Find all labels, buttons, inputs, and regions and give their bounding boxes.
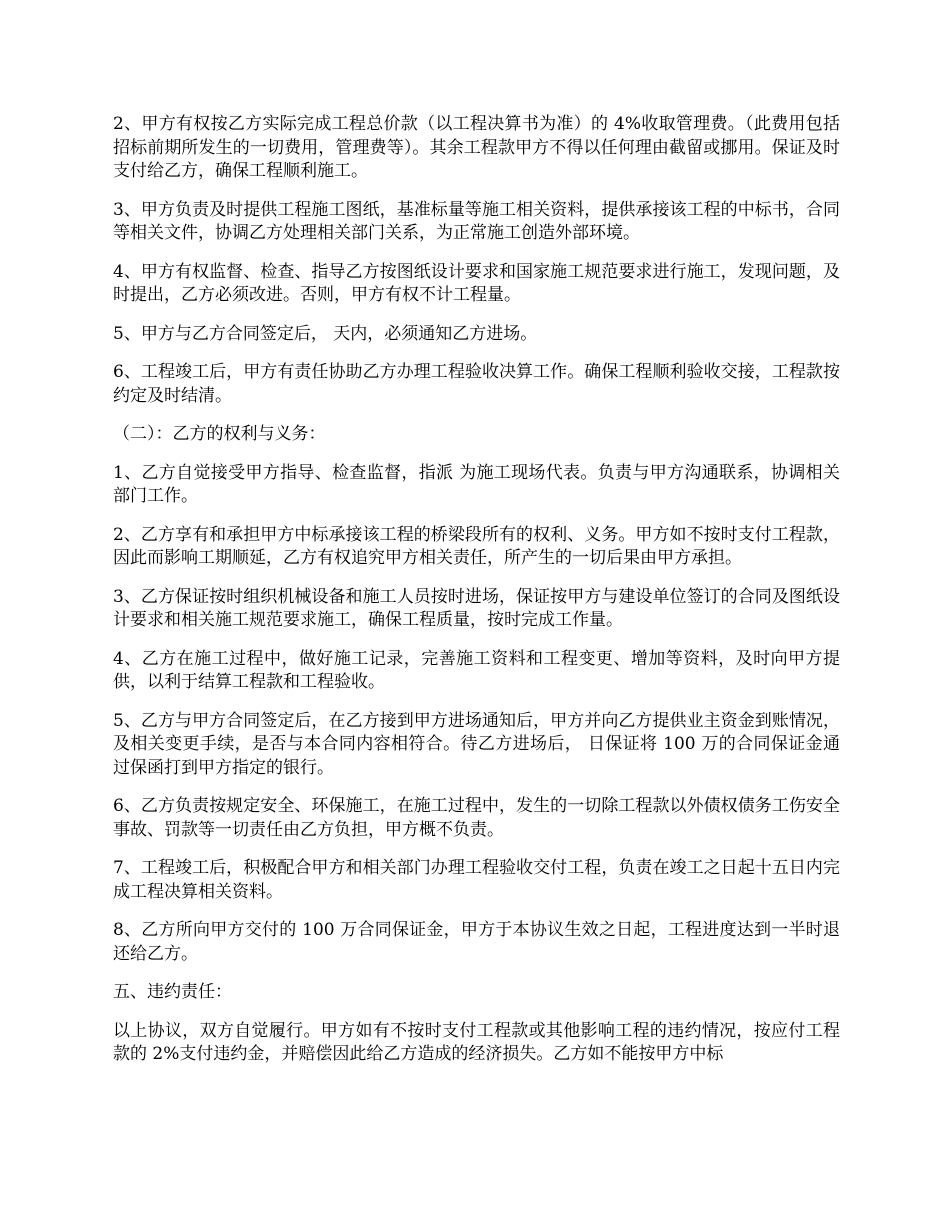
paragraph-party-b-equipment: 3、乙方保证按时组织机械设备和施工人员按时进场，保证按甲方与建设单位签订的合同及图纸设计要求和相关施工规范要求施工，确保工程质量，按时完成工作量。 xyxy=(113,586,840,630)
section-heading-liability: 五、违约责任： xyxy=(113,982,232,1002)
paragraph-party-a-drawings: 3、甲方负责及时提供工程施工图纸，基准标量等施工相关资料，提供承接该工程的中标书，合同等相关文件，协调乙方处理相关部门关系，为正常施工创造外部环境。 xyxy=(113,199,840,243)
paragraph-party-b-records: 4、乙方在施工过程中，做好施工记录，完善施工资料和工程变更、增加等资料，及时向甲方提供，以利于结算工程款和工程验收。 xyxy=(113,648,840,692)
paragraph-party-b-rights: 2、乙方享有和承担甲方中标承接该工程的桥梁段所有的权利、义务。甲方如不按时支付工程款，因此而影响工期顺延，乙方有权追究甲方相关责任，所产生的一切后果由甲方承担。 xyxy=(113,524,840,568)
paragraph-party-b-deposit-refund: 8、乙方所向甲方交付的 100 万合同保证金，甲方于本协议生效之日起，工程进度达到一半时退还给乙方。 xyxy=(113,920,840,964)
document-body xyxy=(113,113,840,1082)
paragraph-party-a-management-fee: 2、甲方有权按乙方实际完成工程总价款（以工程决算书为准）的 4%收取管理费。（此费用包括招标前期所发生的一切费用，管理费等）。其余工程款甲方不得以任何理由截留或挪用。保证及时支付给乙方，确保工程顺利施工。 xyxy=(113,114,840,181)
paragraph-party-a-supervision: 4、甲方有权监督、检查、指导乙方按图纸设计要求和国家施工规范要求进行施工，发现问题，及时提出，乙方必须改进。否则，甲方有权不计工程量。 xyxy=(113,261,840,305)
paragraph-party-b-safety: 6、乙方负责按规定安全、环保施工，在施工过程中，发生的一切除工程款以外债权债务工伤安全事故、罚款等一切责任由乙方负担，甲方概不负责。 xyxy=(113,796,840,840)
paragraph-party-a-entry-notice: 5、甲方与乙方合同签定后， 天内，必须通知乙方进场。 xyxy=(113,323,538,344)
section-heading-party-b: （二）：乙方的权利与义务： xyxy=(113,424,326,444)
paragraph-party-b-completion: 7、工程竣工后，积极配合甲方和相关部门办理工程验收交付工程，负责在竣工之日起十五日内完成工程决算相关资料。 xyxy=(113,858,840,902)
paragraph-party-a-acceptance: 6、工程竣工后，甲方有责任协助乙方办理工程验收决算工作。确保工程顺利验收交接，工程款按约定及时结清。 xyxy=(113,362,840,406)
paragraph-liability: 以上协议，双方自觉履行。甲方如有不按时支付工程款或其他影响工程的违约情况，按应付工程款的 2%支付违约金，并赔偿因此给乙方造成的经济损失。乙方如不能按甲方中标 xyxy=(113,1020,840,1064)
paragraph-party-b-guidance: 1、乙方自觉接受甲方指导、检查监督，指派 为施工现场代表。负责与甲方沟通联系，协调相关部门工作。 xyxy=(113,462,840,506)
paragraph-party-b-deposit: 5、乙方与甲方合同签定后，在乙方接到甲方进场通知后，甲方并向乙方提供业主资金到账情况，及相关变更手续，是否与本合同内容相符合。待乙方进场后， 日保证将 100 万的合同保证金通过保函打到甲方指定的银行。 xyxy=(113,710,840,778)
